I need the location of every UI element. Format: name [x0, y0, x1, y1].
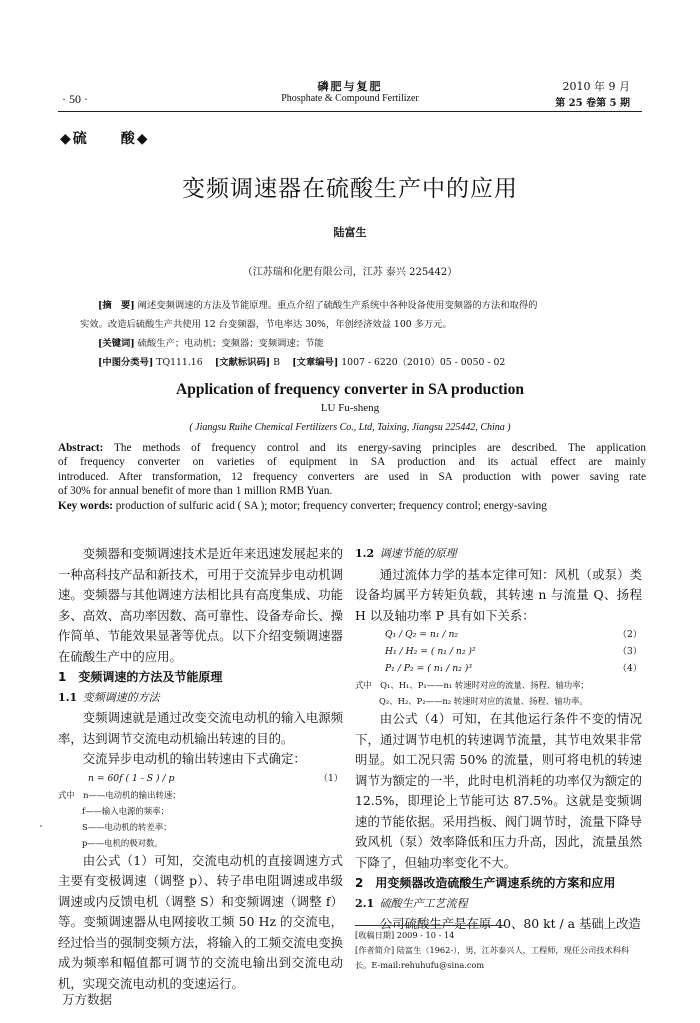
formula-3-number: （3） — [617, 646, 642, 657]
body-column-right — [355, 544, 642, 935]
abstract-en — [58, 441, 646, 513]
keywords-en-line — [58, 499, 646, 513]
formula-4 — [355, 660, 642, 677]
formula-2 — [355, 626, 642, 643]
formula-2-expr: Q₁ / Q₂ = n₁ / n₂ — [385, 629, 459, 640]
margin-dot — [40, 825, 42, 827]
definition-s: S——电动机的转差率； — [82, 821, 172, 832]
paragraph-2-1-a: 公司硫酸生产是在原 40、80 kt / a 基础上改造 — [379, 916, 641, 931]
formula-4-expr: P₁ / P₂ = ( n₁ / n₂ )³ — [385, 663, 473, 674]
abstract-cn-line-1 — [80, 296, 642, 315]
heading-2-1-title: 硫酸生产工艺流程 — [379, 896, 468, 910]
keywords-cn-line — [80, 334, 642, 353]
abstract-en-line-1 — [58, 441, 646, 455]
classification-line — [80, 353, 642, 372]
footnote-rule — [355, 925, 505, 926]
source-watermark: 万方数据 — [62, 992, 113, 1007]
heading-1-1-number: 1.1 — [58, 690, 78, 704]
formula-3 — [355, 643, 642, 660]
footnotes — [355, 928, 645, 973]
doc-code-label: [文献标识码] — [214, 357, 271, 368]
abstract-cn — [80, 296, 642, 372]
paragraph-1-2-b: 由公式（4）可知，在其他运行条件不变的情况下，通过调节电机的转速调节流量，其节电效果非常明显。如工况只需 50% 的流量，则可将电机的转速调节为额定的一半，此时电机消耗的功率仅为额定的 12.5%，即理论上节能可达 87.5%。这就是变频调速的节能依据。采用挡板、阀门调节时，流量下降导致风机（泵）效率降低和压力升高，因此，流量虽然下降了，但轴功率变化不大。 — [355, 711, 642, 870]
affiliation-en: ( Jiangsu Ruihe Chemical Fertilizers Co., Ltd, Taixing, Jiangsu 225442, China ) — [189, 422, 511, 433]
issue-date: 2010 年 9 月 — [562, 80, 630, 93]
abstract-cn-label: [摘 要] — [98, 300, 135, 311]
formula-2-number: （2） — [617, 629, 642, 640]
heading-2: 2 用变频器改造硫酸生产调速系统的方案和应用 — [355, 876, 616, 890]
formula-3-expr: H₁ / H₂ = ( n₁ / n₂ )² — [385, 646, 476, 657]
author-en: LU Fu-sheng — [320, 402, 380, 414]
received-date: [收稿日期] 2009 - 10 - 14 — [355, 930, 455, 940]
abstract-en-text-1: The methods of frequency control and its energy-saving principles are described. The application — [114, 442, 646, 454]
definition-state-2: Q₂、H₂、P₂——n₂ 转速时对应的流量、扬程、轴功率。 — [379, 696, 588, 706]
paragraph-1-1-c: 由公式（1）可知，交流电动机的直接调速方式主要有变极调速（调整 p）、转子串电阻调速或串级调速或内反馈电机（调整 S）和变频调速（调整 f）等。变频调速器从电网接收工频 50 Hz 的交流电，经过恰当的强制变频方法，将输入的工频交流电变换成为频率和幅值都可调节的交流电输出到交流电动机，实现交流电动机的变速运行。 — [58, 852, 343, 991]
keywords-en-label: Key words: — [58, 499, 113, 512]
doc-code-value: B — [273, 357, 280, 368]
abstract-en-line-3: introduced. After transformation, 12 frequency converters are used in SA production with power saving rate — [58, 470, 646, 483]
intro-paragraph: 变频器和变频调速技术是近年来迅速发展起来的一种高科技产品和新技术，可用于交流异步电动机调速。变频器与其他调速方法相比具有高度集成、功能多、高效、高功率因数、高可靠性、设备寿命长、操作简单、节能效果显著等优点。以下介绍变频调速器在硫酸生产中的应用。 — [58, 546, 343, 664]
clc-label: [中图分类号] — [98, 357, 154, 368]
definition-n — [58, 787, 343, 803]
article-number-value: 1007 - 6220（2010）05 - 0050 - 02 — [341, 357, 506, 368]
article-number-label: [文章编号] — [292, 357, 339, 368]
journal-name-en: Phosphate & Compound Fertilizer — [281, 93, 419, 104]
heading-1: 1 变频调速的方法及节能原理 — [58, 670, 223, 684]
affiliation-cn: （江苏瑞和化肥有限公司，江苏 泰兴 225442） — [242, 267, 458, 278]
section-tag: ◆硫 酸◆ — [60, 131, 150, 147]
paragraph-1-1-a: 变频调速就是通过改变交流电动机的输入电源频率，达到调节交流电动机输出转速的目的。 — [58, 710, 343, 746]
title-cn: 变频调速器在硫酸生产中的应用 — [182, 176, 518, 202]
keywords-cn-label: [关键词] — [98, 338, 135, 349]
definition-f: f——输入电源的频率； — [82, 805, 169, 816]
abstract-en-label: Abstract: — [58, 442, 104, 454]
abstract-en-line-4: of 30% for annual benefit of more than 1 million RMB Yuan. — [58, 485, 333, 498]
title-en: Application of frequency converter in SA production — [176, 381, 524, 398]
journal-name-cn: 磷肥与复肥 — [317, 80, 383, 93]
formula-1-number: （1） — [318, 772, 343, 784]
body-column-left — [58, 544, 343, 994]
volume-issue: 第 25 卷第 5 期 — [555, 98, 630, 109]
clc-value: TQ111.16 — [156, 357, 203, 368]
author-bio: [作者简介] 陆富生（1962-），男，江苏泰兴人，工程师，现任公司技术科科长。E-mail:rehuhufu@sina.com — [355, 945, 630, 970]
heading-1-1 — [58, 688, 343, 709]
paragraph-1-1-b: 交流异步电动机的输出转速由下式确定： — [82, 751, 306, 766]
formula-1-expr: n = 60f ( 1 - S ) / p — [88, 772, 175, 784]
definition-n-text: n——电动机的输出转速； — [83, 789, 181, 800]
heading-1-1-title: 变频调速的方法 — [82, 690, 160, 704]
heading-1-2 — [355, 544, 642, 565]
page-number: · 50 · — [62, 92, 88, 106]
author-cn: 陆富生 — [333, 226, 367, 239]
paragraph-1-2-a: 通过流体力学的基本定律可知：风机（或泵）类设备均属平方转矩负载，其转速 n 与流量 Q、扬程 H 以及轴功率 P 具有如下关系： — [355, 566, 642, 623]
header-rule — [58, 111, 642, 112]
definition-p: p——电机的极对数。 — [82, 837, 163, 848]
heading-1-2-title: 调速节能的原理 — [379, 547, 457, 560]
definition-state-1: 式中 Q₁、H₁、P₁——n₁ 转速时对应的流量、扬程、轴功率； — [355, 680, 589, 690]
definition-intro: 式中 — [58, 789, 75, 800]
heading-2-1 — [355, 894, 642, 915]
formula-4-number: （4） — [617, 663, 642, 674]
keywords-cn: 硫酸生产；电动机；变频器；变频调速；节能 — [137, 338, 324, 349]
heading-1-2-number: 1.2 — [355, 547, 375, 560]
heading-2-1-number: 2.1 — [355, 896, 375, 910]
abstract-en-line-2: of frequency converter on varieties of equipment in SA production and its actual effect are mainly — [58, 456, 646, 469]
abstract-cn-text-1: 阐述变频调速的方法及节能原理。重点介绍了硫酸生产系统中各种设备使用变频器的方法和取得的 — [137, 300, 538, 311]
formula-1 — [58, 770, 343, 787]
abstract-cn-line-2: 实效。改造后硫酸生产共使用 12 台变频器，节电率达 30%，年创经济效益 100 多万元。 — [80, 319, 452, 330]
keywords-en: production of sulfuric acid ( SA ); motor; frequency converter; frequency control; energy-saving — [115, 499, 547, 512]
